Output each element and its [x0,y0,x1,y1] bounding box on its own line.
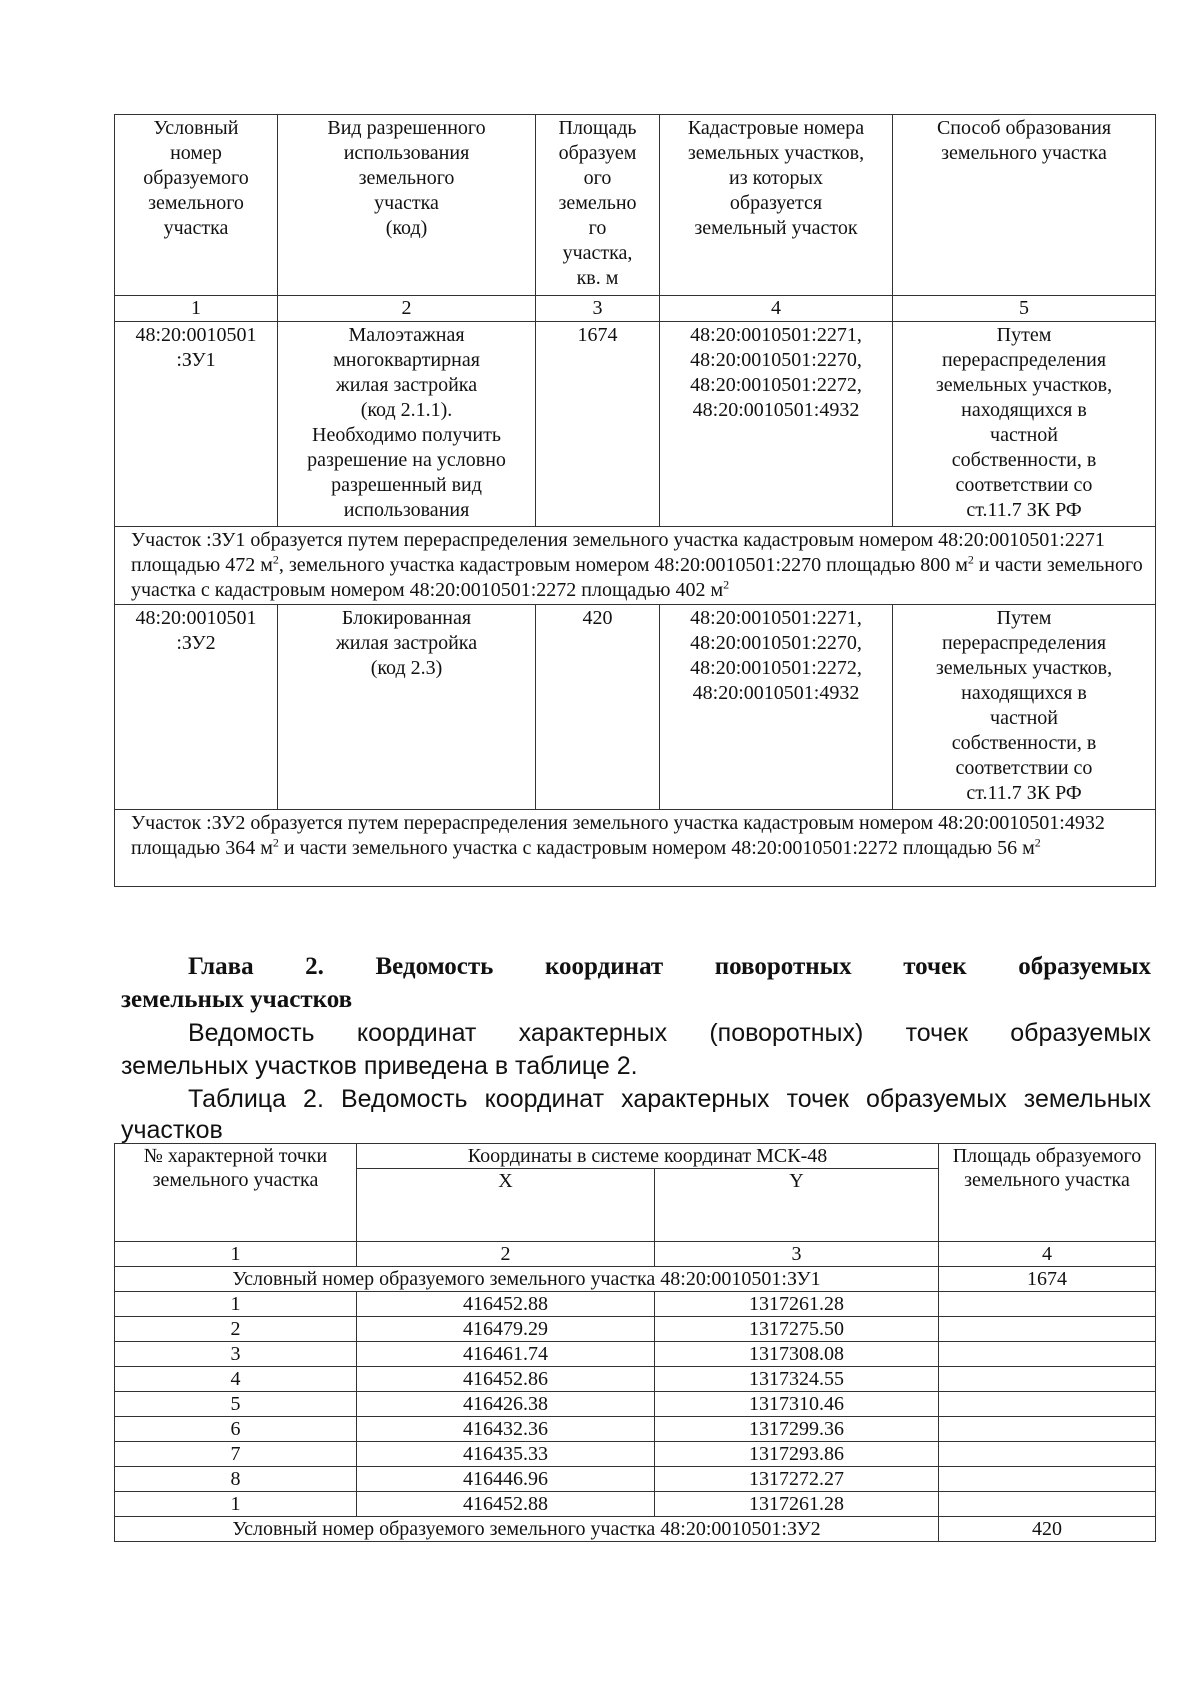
y-coordinate: 1317299.36 [655,1417,939,1442]
column-number: 2 [278,296,536,322]
table-row [115,322,1156,527]
table1-header-cell: Площадь образуем ого земельно го участка, кв. м [536,115,660,296]
plot-area: 1674 [536,322,660,527]
table-row [115,1317,1156,1342]
y-coordinate: 1317261.28 [655,1292,939,1317]
table-row [115,1417,1156,1442]
plot-group-row [115,1267,1156,1292]
plot-group-row [115,1517,1156,1542]
point-number: 4 [115,1367,357,1392]
caption-line: Таблица 2. Ведомость координат характерных точек образуемых земельных [188,1085,1151,1113]
table2-header-row [115,1144,1156,1169]
coordinates-table [114,1143,1156,1542]
x-coordinate: 416452.86 [357,1367,655,1392]
table-row [115,1492,1156,1517]
column-number: 4 [660,296,893,322]
table-row [115,1292,1156,1317]
empty-area-cell [939,1317,1156,1342]
table-row [115,1342,1156,1367]
column-number: 1 [115,296,278,322]
table1-header-cell: Вид разрешенного использования земельного участка (код) [278,115,536,296]
table-note-row [115,527,1156,605]
empty-area-cell [939,1292,1156,1317]
y-coordinate: 1317261.28 [655,1492,939,1517]
source-cadastral-numbers: 48:20:0010501:2271, 48:20:0010501:2270, 48:20:0010501:2272, 48:20:0010501:4932 [660,322,893,527]
plot-group-area: 1674 [939,1267,1156,1292]
table1-header-cell: Условный номер образуемого земельного участка [115,115,278,296]
coordinates-table-body [115,1267,1156,1542]
x-coordinate: 416461.74 [357,1342,655,1367]
y-coordinate: 1317293.86 [655,1442,939,1467]
formation-method: Путем перераспределения земельных участков, находящихся в частной собственности, в соответствии со ст.11.7 ЗК РФ [893,322,1156,527]
x-coordinate: 416432.36 [357,1417,655,1442]
column-number: 4 [939,1242,1156,1267]
x-coordinate: 416452.88 [357,1492,655,1517]
point-number-header: № характерной точки земельного участка [115,1144,357,1242]
chapter-heading-continuation [121,983,1151,1016]
plot-area-header: Площадь образуемого земельного участка [939,1144,1156,1242]
column-number: 3 [536,296,660,322]
point-number: 7 [115,1442,357,1467]
point-number: 1 [115,1292,357,1317]
source-cadastral-numbers: 48:20:0010501:2271, 48:20:0010501:2270, 48:20:0010501:2272, 48:20:0010501:4932 [660,605,893,810]
column-number: 3 [655,1242,939,1267]
plot-area: 420 [536,605,660,810]
empty-area-cell [939,1367,1156,1392]
plot-group-area: 420 [939,1517,1156,1542]
column-number: 1 [115,1242,357,1267]
table-row [115,605,1156,810]
plot-formation-note: Участок :ЗУ2 образуется путем перераспределения земельного участка кадастровым номером 48:20:0010501:4932 площадью 364 $м^2$ и части земельного участка с кадастровым номером 48:20:0010501:2272 площадью 56 $м^2$ [115,810,1156,887]
plot-formation-note: Участок :ЗУ1 образуется путем перераспределения земельного участка кадастровым номером 48:20:0010501:2271 площадью 472 $м^2$, земельного участка кадастровым номером 48:20:0010501:2270 площадью 800 $м^2$ и части земельного участка с кадастровым номером 48:20:0010501:2272 площадью 402 $м^2$ [115,527,1156,605]
x-header: X [357,1169,655,1242]
caption-line: участков [121,1116,223,1144]
table-note-row [115,810,1156,887]
empty-area-cell [939,1342,1156,1367]
column-number: 2 [357,1242,655,1267]
empty-area-cell [939,1392,1156,1417]
empty-area-cell [939,1467,1156,1492]
intro-paragraph [121,1017,1151,1050]
column-number: 5 [893,296,1156,322]
y-header: Y [655,1169,939,1242]
paragraph-line: земельных участков приведена в таблице 2. [121,1052,638,1080]
table-row [115,1467,1156,1492]
permitted-use: Малоэтажная многоквартирная жилая застройка (код 2.1.1). Необходимо получить разрешение на условно разрешенный вид использования [278,322,536,527]
paragraph-line: Ведомость координат характерных (поворотных) точек образуемых [188,1019,1151,1047]
x-coordinate: 416452.88 [357,1292,655,1317]
chapter-heading-line: Глава 2. Ведомость координат поворотных точек образуемых [188,953,1151,980]
x-coordinate: 416435.33 [357,1442,655,1467]
table1-header-cell: Кадастровые номера земельных участков, из которых образуется земельный участок [660,115,893,296]
y-coordinate: 1317272.27 [655,1467,939,1492]
plot-number: 48:20:0010501 :ЗУ2 [115,605,278,810]
y-coordinate: 1317324.55 [655,1367,939,1392]
coordinate-system-header: Координаты в системе координат МСК-48 [357,1144,939,1169]
plot-group-label: Условный номер образуемого земельного участка 48:20:0010501:ЗУ2 [115,1517,939,1542]
point-number: 3 [115,1342,357,1367]
empty-area-cell [939,1492,1156,1517]
x-coordinate: 416446.96 [357,1467,655,1492]
table2-caption [121,1083,1151,1116]
x-coordinate: 416479.29 [357,1317,655,1342]
y-coordinate: 1317275.50 [655,1317,939,1342]
x-coordinate: 416426.38 [357,1392,655,1417]
formation-method: Путем перераспределения земельных участков, находящихся в частной собственности, в соответствии со ст.11.7 ЗК РФ [893,605,1156,810]
table-row [115,1392,1156,1417]
chapter-heading-line: земельных участков [121,986,353,1013]
y-coordinate: 1317308.08 [655,1342,939,1367]
point-number: 5 [115,1392,357,1417]
point-number: 1 [115,1492,357,1517]
land-plots-table [114,114,1156,887]
plot-number: 48:20:0010501 :ЗУ1 [115,322,278,527]
table1-header-cell: Способ образования земельного участка [893,115,1156,296]
table-row [115,1367,1156,1392]
table-row [115,1442,1156,1467]
point-number: 6 [115,1417,357,1442]
point-number: 8 [115,1467,357,1492]
empty-area-cell [939,1442,1156,1467]
table1-column-numbers-row [115,296,1156,322]
plot-group-label: Условный номер образуемого земельного участка 48:20:0010501:ЗУ1 [115,1267,939,1292]
y-coordinate: 1317310.46 [655,1392,939,1417]
permitted-use: Блокированная жилая застройка (код 2.3) [278,605,536,810]
intro-paragraph-continuation [121,1050,1151,1083]
empty-area-cell [939,1417,1156,1442]
point-number: 2 [115,1317,357,1342]
chapter-heading [121,950,1151,983]
table2-column-numbers-row [115,1242,1156,1267]
table1-header-row [115,115,1156,296]
